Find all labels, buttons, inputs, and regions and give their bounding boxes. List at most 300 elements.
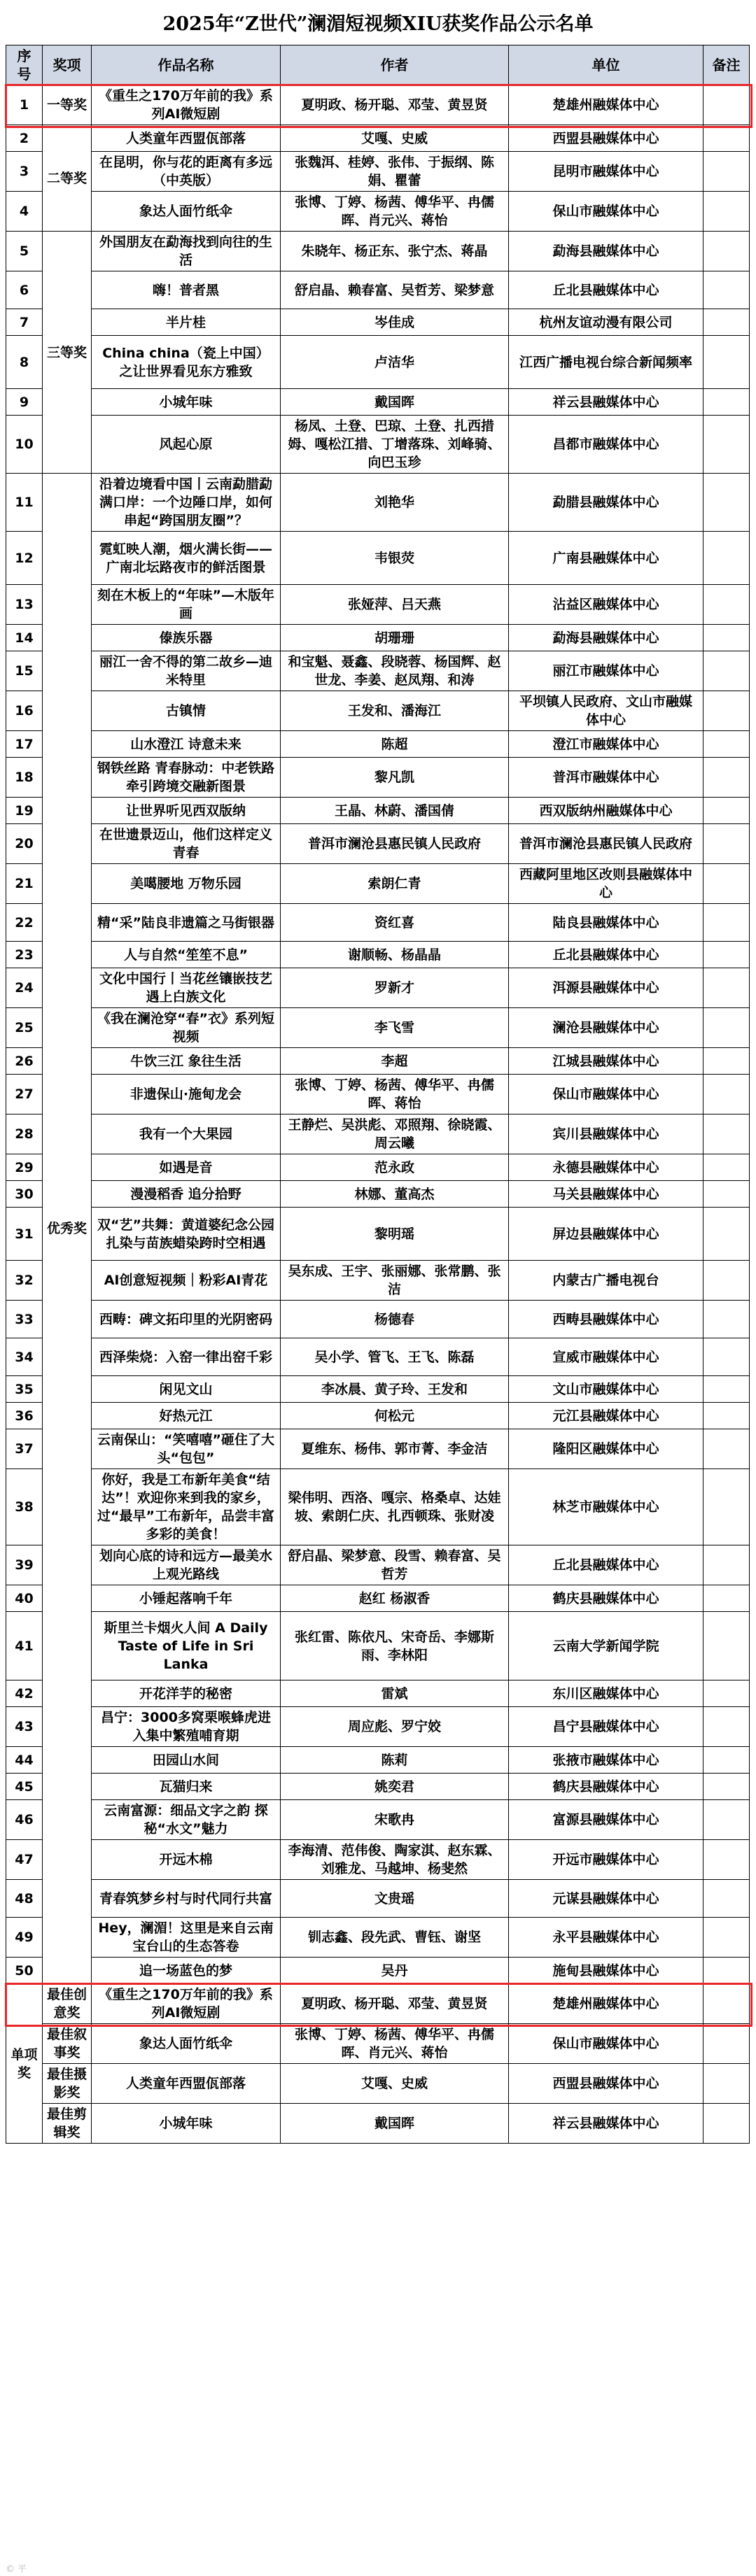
unit-name: 丘北县融媒体中心 bbox=[509, 271, 704, 309]
remark-cell bbox=[704, 1918, 750, 1958]
row-index: 12 bbox=[6, 532, 43, 585]
row-index: 23 bbox=[6, 942, 43, 968]
remark-cell bbox=[704, 1984, 750, 2024]
unit-name: 祥云县融媒体中心 bbox=[509, 2104, 704, 2144]
header-award: 奖项 bbox=[43, 45, 92, 85]
unit-name: 东川区融媒体中心 bbox=[509, 1680, 704, 1707]
unit-name: 林芝市融媒体中心 bbox=[509, 1469, 704, 1545]
remark-cell bbox=[704, 1774, 750, 1800]
work-title: 云南保山：“笑嘻嘻”砸住了大头“包包” bbox=[92, 1429, 281, 1469]
unit-name: 张掖市融媒体中心 bbox=[509, 1747, 704, 1774]
remark-cell bbox=[704, 336, 750, 389]
row-index: 29 bbox=[6, 1154, 43, 1181]
unit-name: 西双版纳州融媒体中心 bbox=[509, 798, 704, 824]
row-index: 35 bbox=[6, 1376, 43, 1403]
row-index: 30 bbox=[6, 1181, 43, 1208]
row-index: 21 bbox=[6, 864, 43, 904]
work-title: 让世界听见西双版纳 bbox=[92, 798, 281, 824]
author-list: 雷斌 bbox=[281, 1680, 509, 1707]
author-list: 张魏洱、桂婷、张伟、于振纲、陈娟、瞿蕾 bbox=[281, 152, 509, 192]
table-row bbox=[6, 232, 750, 271]
author-list: 李超 bbox=[281, 1048, 509, 1075]
unit-name: 洱源县融媒体中心 bbox=[509, 968, 704, 1008]
table-row bbox=[6, 389, 750, 416]
work-title: 在世遗景迈山，他们这样定义青春 bbox=[92, 824, 281, 864]
row-index: 26 bbox=[6, 1048, 43, 1075]
remark-cell bbox=[704, 1680, 750, 1707]
work-title: 田园山水间 bbox=[92, 1747, 281, 1774]
remark-cell bbox=[704, 1585, 750, 1612]
author-list: 张博、丁婷、杨茜、傅华平、冉儒晖、肖元兴、蒋怡 bbox=[281, 2024, 509, 2064]
unit-name: 元谋县融媒体中心 bbox=[509, 1880, 704, 1918]
author-list: 范永政 bbox=[281, 1154, 509, 1181]
unit-name: 勐海县融媒体中心 bbox=[509, 625, 704, 651]
table-row bbox=[6, 1707, 750, 1747]
author-list: 王晶、林蔚、潘国倩 bbox=[281, 798, 509, 824]
work-title: 斯里兰卡烟火人间 A Daily Taste of Life in Sri Lanka bbox=[92, 1612, 281, 1680]
table-row bbox=[6, 1429, 750, 1469]
row-index: 22 bbox=[6, 904, 43, 942]
unit-name: 普洱市融媒体中心 bbox=[509, 758, 704, 798]
work-title: 你好，我是工布新年美食“结达”！欢迎你来到我的家乡，过“最早”工布新年，品尝丰富多彩的美食！ bbox=[92, 1469, 281, 1545]
author-list: 张红雷、陈依凡、宋奇岳、李娜斯雨、李林阳 bbox=[281, 1612, 509, 1680]
unit-name: 楚雄州融媒体中心 bbox=[509, 1984, 704, 2024]
remark-cell bbox=[704, 1840, 750, 1880]
unit-name: 永德县融媒体中心 bbox=[509, 1154, 704, 1181]
author-list: 谢顺畅、杨晶晶 bbox=[281, 942, 509, 968]
single-award-row bbox=[6, 2064, 750, 2104]
table-row bbox=[6, 904, 750, 942]
single-award-row bbox=[6, 2024, 750, 2064]
author-list: 卢洁华 bbox=[281, 336, 509, 389]
row-index: 24 bbox=[6, 968, 43, 1008]
author-list: 夏明政、杨开聪、邓莹、黄昱贤 bbox=[281, 1984, 509, 2024]
work-title: 美噶腰地 万物乐园 bbox=[92, 864, 281, 904]
remark-cell bbox=[704, 968, 750, 1008]
remark-cell bbox=[704, 691, 750, 731]
work-title: 象达人面竹纸伞 bbox=[92, 2024, 281, 2064]
work-title: 《重生之170万年前的我》系列AI微短剧 bbox=[92, 1984, 281, 2024]
unit-name: 祥云县融媒体中心 bbox=[509, 389, 704, 416]
author-list: 李飞雪 bbox=[281, 1008, 509, 1048]
table-row bbox=[6, 1403, 750, 1429]
work-title: 傣族乐器 bbox=[92, 625, 281, 651]
remark-cell bbox=[704, 1429, 750, 1469]
table-row bbox=[6, 1114, 750, 1154]
watermark: © 平 bbox=[6, 2564, 27, 2575]
remark-cell bbox=[704, 758, 750, 798]
unit-name: 云南大学新闻学院 bbox=[509, 1612, 704, 1680]
row-index: 4 bbox=[6, 192, 43, 232]
unit-name: 保山市融媒体中心 bbox=[509, 2024, 704, 2064]
row-index: 43 bbox=[6, 1707, 43, 1747]
remark-cell bbox=[704, 1114, 750, 1154]
author-list: 杨凤、土登、巴琼、土登、扎西措姆、嘎松江措、丁增落珠、刘峰骑、向巴玉珍 bbox=[281, 416, 509, 474]
author-list: 刘艳华 bbox=[281, 474, 509, 532]
remark-cell bbox=[704, 1261, 750, 1301]
unit-name: 平坝镇人民政府、文山市融媒体中心 bbox=[509, 691, 704, 731]
work-title: 丽江一舍不得的第二故乡—迪米特里 bbox=[92, 651, 281, 691]
row-index: 5 bbox=[6, 232, 43, 271]
award-level: 优秀奖 bbox=[43, 474, 92, 1984]
work-title: 钢铁丝路 青春脉动：中老铁路牵引跨境交融新图景 bbox=[92, 758, 281, 798]
table-row bbox=[6, 968, 750, 1008]
remark-cell bbox=[704, 1469, 750, 1545]
unit-name: 昌宁县融媒体中心 bbox=[509, 1707, 704, 1747]
author-list: 资红喜 bbox=[281, 904, 509, 942]
row-index: 19 bbox=[6, 798, 43, 824]
row-index: 11 bbox=[6, 474, 43, 532]
author-list: 朱晓年、杨正东、张宁杰、蒋晶 bbox=[281, 232, 509, 271]
unit-name: 宾川县融媒体中心 bbox=[509, 1114, 704, 1154]
author-list: 普洱市澜沧县惠民镇人民政府 bbox=[281, 824, 509, 864]
unit-name: 澜沧县融媒体中心 bbox=[509, 1008, 704, 1048]
unit-name: 永平县融媒体中心 bbox=[509, 1918, 704, 1958]
row-index: 27 bbox=[6, 1075, 43, 1114]
unit-name: 元江县融媒体中心 bbox=[509, 1403, 704, 1429]
table-row bbox=[6, 1612, 750, 1680]
row-index: 39 bbox=[6, 1545, 43, 1585]
row-index: 50 bbox=[6, 1958, 43, 1984]
work-title: 文化中国行丨当花丝镶嵌技艺遇上白族文化 bbox=[92, 968, 281, 1008]
table-row bbox=[6, 651, 750, 691]
work-title: 人与自然“笙笙不息” bbox=[92, 942, 281, 968]
table-row bbox=[6, 336, 750, 389]
header-work-title: 作品名称 bbox=[92, 45, 281, 85]
remark-cell bbox=[704, 125, 750, 152]
unit-name: 富源县融媒体中心 bbox=[509, 1800, 704, 1840]
author-list: 杨德春 bbox=[281, 1301, 509, 1338]
work-title: 开远木棉 bbox=[92, 1840, 281, 1880]
table-row bbox=[6, 1747, 750, 1774]
remark-cell bbox=[704, 532, 750, 585]
row-index: 32 bbox=[6, 1261, 43, 1301]
work-title: 沿着边境看中国丨云南勐腊勐满口岸：一个边陲口岸，如何串起“跨国朋友圈”？ bbox=[92, 474, 281, 532]
row-index: 33 bbox=[6, 1301, 43, 1338]
table-row bbox=[6, 1545, 750, 1585]
table-row bbox=[6, 824, 750, 864]
table-row bbox=[6, 1301, 750, 1338]
work-title: 古镇情 bbox=[92, 691, 281, 731]
work-title: 开花洋芋的秘密 bbox=[92, 1680, 281, 1707]
work-title: 小城年味 bbox=[92, 389, 281, 416]
table-row bbox=[6, 85, 750, 125]
table-row bbox=[6, 152, 750, 192]
work-title: 半片桂 bbox=[92, 309, 281, 336]
single-award-name: 最佳叙事奖 bbox=[43, 2024, 92, 2064]
unit-name: 江城县融媒体中心 bbox=[509, 1048, 704, 1075]
table-row bbox=[6, 1774, 750, 1800]
row-index: 1 bbox=[6, 85, 43, 125]
single-award-label: 单项奖 bbox=[6, 1984, 43, 2144]
work-title: 牛饮三江 象往生活 bbox=[92, 1048, 281, 1075]
table-row bbox=[6, 532, 750, 585]
work-title: 划向心底的诗和远方—最美水上观光路线 bbox=[92, 1545, 281, 1585]
work-title: 在昆明，你与花的距离有多远（中英版） bbox=[92, 152, 281, 192]
remark-cell bbox=[704, 1376, 750, 1403]
unit-name: 陆良县融媒体中心 bbox=[509, 904, 704, 942]
work-title: 霓虹映人潮，烟火满长街——广南北坛路夜市的鲜活图景 bbox=[92, 532, 281, 585]
author-list: 张娅萍、吕天燕 bbox=[281, 585, 509, 625]
remark-cell bbox=[704, 585, 750, 625]
remark-cell bbox=[704, 1301, 750, 1338]
header-unit: 单位 bbox=[509, 45, 704, 85]
author-list: 王发和、潘海江 bbox=[281, 691, 509, 731]
single-award-name: 最佳创意奖 bbox=[43, 1984, 92, 2024]
author-list: 索朗仁青 bbox=[281, 864, 509, 904]
table-row bbox=[6, 309, 750, 336]
work-title: 非遗保山·施甸龙会 bbox=[92, 1075, 281, 1114]
remark-cell bbox=[704, 2104, 750, 2144]
work-title: 西泽柴烧：入窑一律出窑千彩 bbox=[92, 1338, 281, 1376]
work-title: 云南富源：细品文字之韵 探秘“水文”魅力 bbox=[92, 1800, 281, 1840]
author-list: 岑佳成 bbox=[281, 309, 509, 336]
unit-name: 江西广播电视台综合新闻频率 bbox=[509, 336, 704, 389]
author-list: 夏明政、杨开聪、邓莹、黄昱贤 bbox=[281, 85, 509, 125]
row-index: 45 bbox=[6, 1774, 43, 1800]
unit-name: 广南县融媒体中心 bbox=[509, 532, 704, 585]
work-title: 双“艺”共舞：黄道婆纪念公园扎染与苗族蜡染跨时空相遇 bbox=[92, 1208, 281, 1261]
remark-cell bbox=[704, 1181, 750, 1208]
author-list: 黎凡凯 bbox=[281, 758, 509, 798]
table-row bbox=[6, 1261, 750, 1301]
remark-cell bbox=[704, 1800, 750, 1840]
row-index: 38 bbox=[6, 1469, 43, 1545]
table-row bbox=[6, 1048, 750, 1075]
remark-cell bbox=[704, 389, 750, 416]
row-index: 6 bbox=[6, 271, 43, 309]
unit-name: 西藏阿里地区改则县融媒体中心 bbox=[509, 864, 704, 904]
row-index: 40 bbox=[6, 1585, 43, 1612]
work-title: 人类童年西盟佤部落 bbox=[92, 125, 281, 152]
single-award-row bbox=[6, 1984, 750, 2024]
single-award-name: 最佳剪辑奖 bbox=[43, 2104, 92, 2144]
work-title: 我有一个大果园 bbox=[92, 1114, 281, 1154]
author-list: 何松元 bbox=[281, 1403, 509, 1429]
author-list: 陈超 bbox=[281, 731, 509, 758]
remark-cell bbox=[704, 798, 750, 824]
work-title: 《重生之170万年前的我》系列AI微短剧 bbox=[92, 85, 281, 125]
remark-cell bbox=[704, 1880, 750, 1918]
unit-name: 澄江市融媒体中心 bbox=[509, 731, 704, 758]
work-title: 嗨！普者黑 bbox=[92, 271, 281, 309]
unit-name: 丘北县融媒体中心 bbox=[509, 1545, 704, 1585]
remark-cell bbox=[704, 1403, 750, 1429]
author-list: 赵红 杨淑香 bbox=[281, 1585, 509, 1612]
unit-name: 马关县融媒体中心 bbox=[509, 1181, 704, 1208]
unit-name: 宣威市融媒体中心 bbox=[509, 1338, 704, 1376]
remark-cell bbox=[704, 474, 750, 532]
row-index: 34 bbox=[6, 1338, 43, 1376]
remark-cell bbox=[704, 864, 750, 904]
unit-name: 昌都市融媒体中心 bbox=[509, 416, 704, 474]
author-list: 张博、丁婷、杨茜、傅华平、冉儒晖、肖元兴、蒋怡 bbox=[281, 192, 509, 232]
remark-cell bbox=[704, 731, 750, 758]
author-list: 林娜、董高杰 bbox=[281, 1181, 509, 1208]
work-title: 象达人面竹纸伞 bbox=[92, 192, 281, 232]
row-index: 9 bbox=[6, 389, 43, 416]
unit-name: 勐海县融媒体中心 bbox=[509, 232, 704, 271]
work-title: 小锤起落响千年 bbox=[92, 1585, 281, 1612]
remark-cell bbox=[704, 1075, 750, 1114]
author-list: 陈莉 bbox=[281, 1747, 509, 1774]
remark-cell bbox=[704, 2024, 750, 2064]
row-index: 13 bbox=[6, 585, 43, 625]
work-title: 追一场蓝色的梦 bbox=[92, 1958, 281, 1984]
author-list: 宋歌冉 bbox=[281, 1800, 509, 1840]
remark-cell bbox=[704, 1338, 750, 1376]
table-row bbox=[6, 1680, 750, 1707]
row-index: 8 bbox=[6, 336, 43, 389]
author-list: 吴小学、管飞、王飞、陈磊 bbox=[281, 1338, 509, 1376]
work-title: 《我在澜沧穿“春”衣》系列短视频 bbox=[92, 1008, 281, 1048]
table-row bbox=[6, 1918, 750, 1958]
table-row bbox=[6, 1800, 750, 1840]
table-row bbox=[6, 1376, 750, 1403]
work-title: Hey，澜湄！这里是来自云南宝台山的生态答卷 bbox=[92, 1918, 281, 1958]
remark-cell bbox=[704, 416, 750, 474]
remark-cell bbox=[704, 309, 750, 336]
row-index: 20 bbox=[6, 824, 43, 864]
author-list: 舒启晶、梁梦意、段雪、赖春富、吴哲芳 bbox=[281, 1545, 509, 1585]
table-row bbox=[6, 625, 750, 651]
author-list: 吴丹 bbox=[281, 1958, 509, 1984]
row-index: 25 bbox=[6, 1008, 43, 1048]
remark-cell bbox=[704, 942, 750, 968]
row-index: 49 bbox=[6, 1918, 43, 1958]
remark-cell bbox=[704, 271, 750, 309]
author-list: 梁伟明、西洛、嘎宗、格桑卓、达娃坡、索朗仁庆、扎西顿珠、张财凌 bbox=[281, 1469, 509, 1545]
table-row bbox=[6, 731, 750, 758]
row-index: 10 bbox=[6, 416, 43, 474]
unit-name: 西盟县融媒体中心 bbox=[509, 125, 704, 152]
unit-name: 勐腊县融媒体中心 bbox=[509, 474, 704, 532]
author-list: 黎明瑶 bbox=[281, 1208, 509, 1261]
unit-name: 保山市融媒体中心 bbox=[509, 1075, 704, 1114]
table-row bbox=[6, 798, 750, 824]
author-list: 舒启晶、赖春富、吴哲芳、梁梦意 bbox=[281, 271, 509, 309]
work-title: 漫漫稻香 追分拾野 bbox=[92, 1181, 281, 1208]
work-title: 西畴：碑文拓印里的光阴密码 bbox=[92, 1301, 281, 1338]
work-title: China china（瓷上中国）之让世界看见东方雅致 bbox=[92, 336, 281, 389]
award-level: 一等奖 bbox=[43, 85, 92, 125]
unit-name: 丽江市融媒体中心 bbox=[509, 651, 704, 691]
table-row bbox=[6, 1840, 750, 1880]
author-list: 艾嘎、史威 bbox=[281, 2064, 509, 2104]
author-list: 李海清、范伟俊、陶家淇、赵东霖、刘雅龙、马越坤、杨斐然 bbox=[281, 1840, 509, 1880]
table-row bbox=[6, 1008, 750, 1048]
author-list: 李冰晨、黄子玲、王发和 bbox=[281, 1376, 509, 1403]
work-title: 风起心原 bbox=[92, 416, 281, 474]
author-list: 姚奕君 bbox=[281, 1774, 509, 1800]
row-index: 48 bbox=[6, 1880, 43, 1918]
table-row bbox=[6, 585, 750, 625]
table-row bbox=[6, 125, 750, 152]
unit-name: 沾益区融媒体中心 bbox=[509, 585, 704, 625]
row-index: 3 bbox=[6, 152, 43, 192]
table-row bbox=[6, 1075, 750, 1114]
single-award-row bbox=[6, 2104, 750, 2144]
author-list: 吴东成、王宇、张丽娜、张常鹏、张洁 bbox=[281, 1261, 509, 1301]
remark-cell bbox=[704, 2064, 750, 2104]
unit-name: 内蒙古广播电视台 bbox=[509, 1261, 704, 1301]
table-row bbox=[6, 416, 750, 474]
remark-cell bbox=[704, 1612, 750, 1680]
table-row bbox=[6, 1208, 750, 1261]
remark-cell bbox=[704, 85, 750, 125]
row-index: 47 bbox=[6, 1840, 43, 1880]
table-row bbox=[6, 758, 750, 798]
table-row bbox=[6, 1880, 750, 1918]
remark-cell bbox=[704, 1048, 750, 1075]
remark-cell bbox=[704, 1958, 750, 1984]
table-row bbox=[6, 942, 750, 968]
header-index: 序号 bbox=[6, 45, 43, 85]
table-row bbox=[6, 691, 750, 731]
row-index: 18 bbox=[6, 758, 43, 798]
row-index: 2 bbox=[6, 125, 43, 152]
header-remark: 备注 bbox=[704, 45, 750, 85]
row-index: 36 bbox=[6, 1403, 43, 1429]
author-list: 罗新才 bbox=[281, 968, 509, 1008]
table-row bbox=[6, 1585, 750, 1612]
author-list: 夏维东、杨伟、郭市菁、李金洁 bbox=[281, 1429, 509, 1469]
work-title: 闲见文山 bbox=[92, 1376, 281, 1403]
author-list: 周应彪、罗宁姣 bbox=[281, 1707, 509, 1747]
row-index: 28 bbox=[6, 1114, 43, 1154]
author-list: 胡珊珊 bbox=[281, 625, 509, 651]
remark-cell bbox=[704, 625, 750, 651]
author-list: 和宝魁、聂鑫、段晓蓉、杨国辉、赵世龙、李姜、赵凤翔、和涛 bbox=[281, 651, 509, 691]
unit-name: 保山市融媒体中心 bbox=[509, 192, 704, 232]
table-header-row bbox=[6, 45, 750, 85]
table-row bbox=[6, 192, 750, 232]
work-title: 昌宁：3000多窝栗喉蜂虎进入集中繁殖哺育期 bbox=[92, 1707, 281, 1747]
work-title: 如遇是音 bbox=[92, 1154, 281, 1181]
table-row bbox=[6, 1469, 750, 1545]
unit-name: 昆明市融媒体中心 bbox=[509, 152, 704, 192]
work-title: 好热元江 bbox=[92, 1403, 281, 1429]
remark-cell bbox=[704, 232, 750, 271]
row-index: 44 bbox=[6, 1747, 43, 1774]
remark-cell bbox=[704, 1008, 750, 1048]
page-title: 2025年“Z世代”澜湄短视频XIU获奖作品公示名单 bbox=[162, 13, 594, 35]
remark-cell bbox=[704, 1747, 750, 1774]
single-award-name: 最佳摄影奖 bbox=[43, 2064, 92, 2104]
unit-name: 西畴县融媒体中心 bbox=[509, 1301, 704, 1338]
work-title: 人类童年西盟佤部落 bbox=[92, 2064, 281, 2104]
row-index: 16 bbox=[6, 691, 43, 731]
row-index: 37 bbox=[6, 1429, 43, 1469]
unit-name: 开远市融媒体中心 bbox=[509, 1840, 704, 1880]
work-title: 青春筑梦乡村与时代同行共富 bbox=[92, 1880, 281, 1918]
unit-name: 杭州友谊动漫有限公司 bbox=[509, 309, 704, 336]
unit-name: 鹤庆县融媒体中心 bbox=[509, 1585, 704, 1612]
award-level: 三等奖 bbox=[43, 232, 92, 474]
table-row bbox=[6, 1338, 750, 1376]
remark-cell bbox=[704, 904, 750, 942]
author-list: 钏志鑫、段先武、曹钰、谢坚 bbox=[281, 1918, 509, 1958]
author-list: 王静烂、吴洪彪、邓照翔、徐晓霞、周云曦 bbox=[281, 1114, 509, 1154]
table-row bbox=[6, 1154, 750, 1181]
author-list: 张博、丁婷、杨茜、傅华平、冉儒晖、蒋怡 bbox=[281, 1075, 509, 1114]
unit-name: 西盟县融媒体中心 bbox=[509, 2064, 704, 2104]
row-index: 15 bbox=[6, 651, 43, 691]
table-row bbox=[6, 474, 750, 532]
work-title: 精“采”陆良非遗篇之马街银器 bbox=[92, 904, 281, 942]
author-list: 戴国晖 bbox=[281, 2104, 509, 2144]
unit-name: 屏边县融媒体中心 bbox=[509, 1208, 704, 1261]
